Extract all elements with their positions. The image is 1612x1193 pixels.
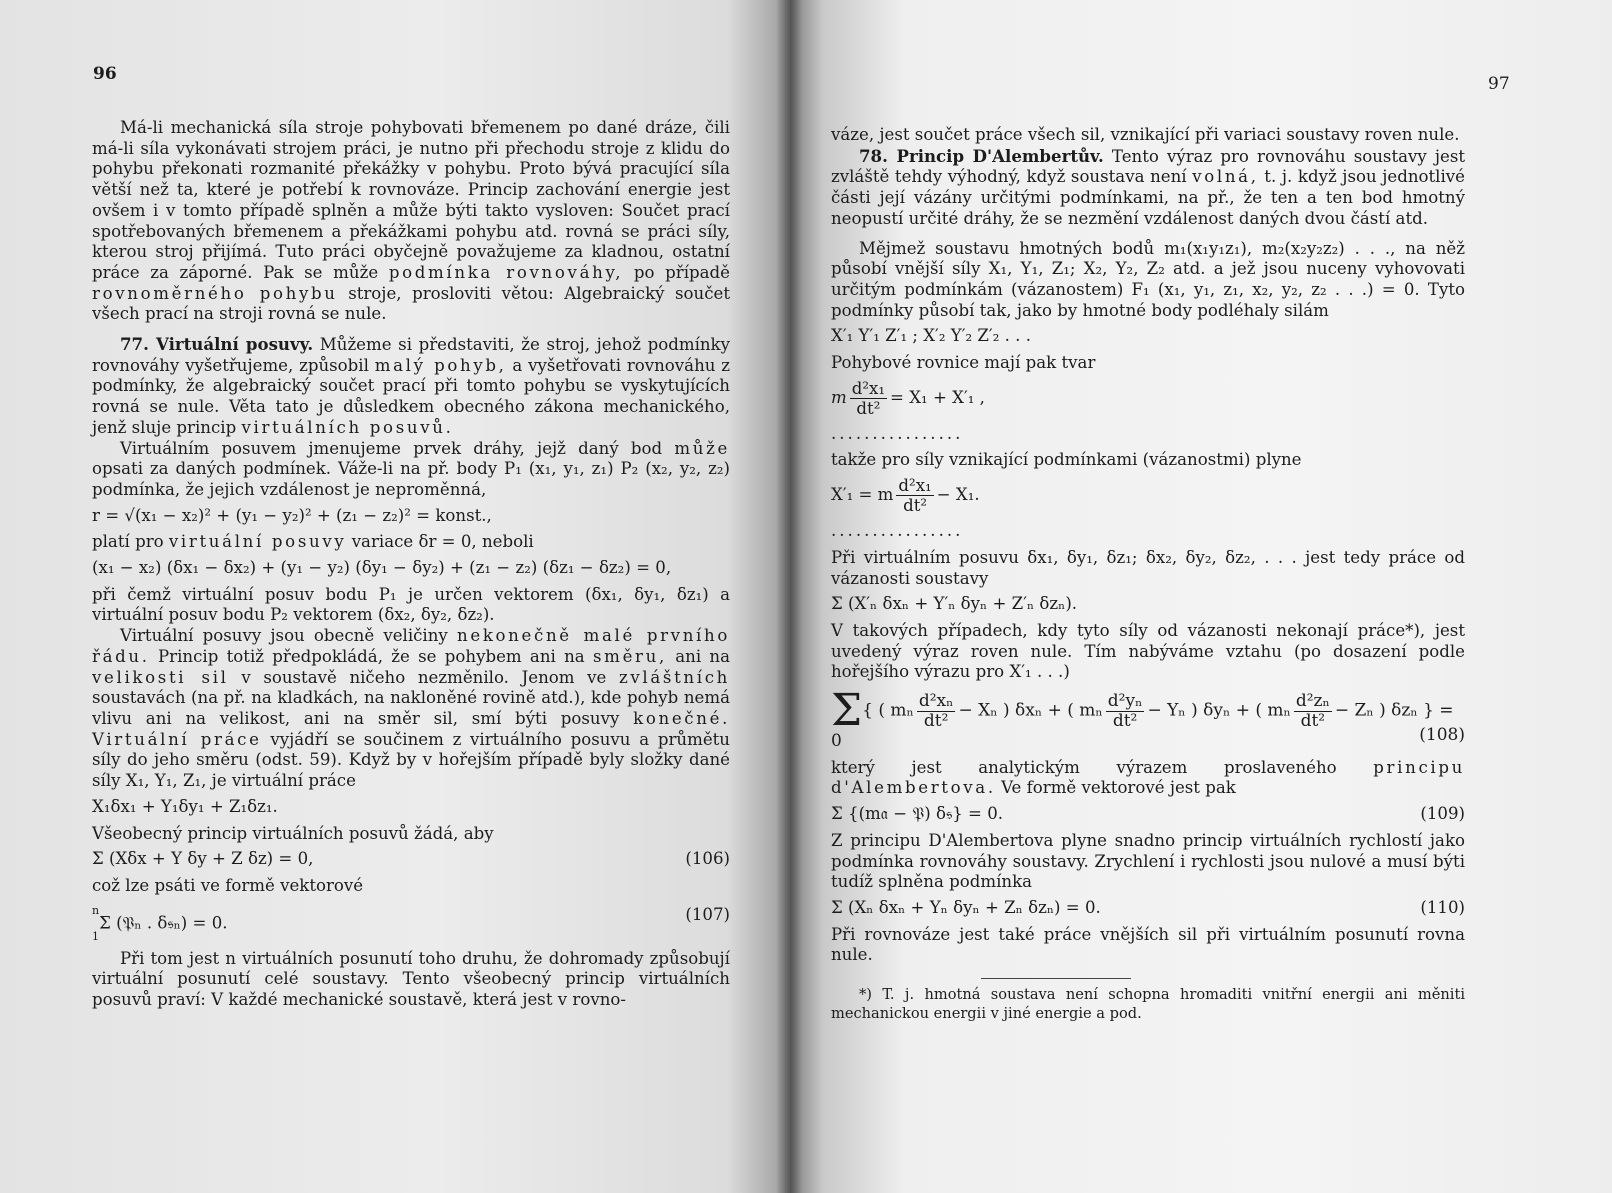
section-78: 78. Princip D'Alembertův. Tento výraz pro rovnováhu soustavy jest zvláště tehdy výhodný, když soustava není volná, t. j. když jsou jednotlivé části její vázány určitými podmínkami, na př., že ten a ten bod hmotný neopustí určité dráhy, že se nezmění vzdálenost daných dvou částí atd. (831, 145, 1465, 228)
paragraph: Mějmež soustavu hmotných bodů m₁(x₁y₁z₁), m₂(x₂y₂z₂) . . ., na něž působí vnější síly X₁, Y₁, Z₁; X₂, Y₂, Z₂ atd. a jež jsou nuceny vyhovovati určitým podmínkám (vázanostem) F₁ (x₁, y₁, z₁, x₂, y₂, z₂ . . .) = 0. Tyto podmínky působí tak, jako by hmotné body podléhaly silám (831, 238, 1465, 320)
book-gutter (776, 0, 802, 1193)
ellipsis-row: ................ (831, 521, 964, 541)
left-page-text (92, 118, 730, 1011)
equation-number: (107) (685, 904, 730, 924)
section-heading: 77. Virtuální posuvy. (120, 334, 314, 355)
page-number-right: 97 (1488, 74, 1510, 94)
equation-109: Σ {(m𝔞 − 𝔓) δ𝔰} = 0. (109) (831, 804, 1465, 824)
ellipsis-row: ................ (831, 423, 964, 443)
section-77: 77. Virtuální posuvy. Můžeme si představiti, že stroj, jehož podmínky rovnováhy vyšetřujeme, způsobil malý pohyb, a vyšetřovati rovnováhu z podmínky, že algebraický součet prací při tomto pohybu se vyskytujících rovná se nule. Věta tato je důsledkem obecného zákona mechanického, jenž sluje princip virtuálních posuvů. (92, 334, 730, 437)
paragraph: Má-li mechanická síla stroje pohybovati břemenem po dané dráze, čili má-li síla vykonávati strojem práci, je nutno při přechodu stroje z klidu do pohybu překonati rozmanité překážky v pohybu. Proto bývá pracující síla větší než ta, které je potřebí k rovnováze. Princip zachování energie jest ovšem i v tomto případě splněn a může býti takto vysloven: Součet prací spotřebovaných břemenem a překážkami pohybu atd. rovná se práci síly, kterou stroj přijímá. Tuto práci obyčejně považujeme za kladnou, ostatní práce za záporné. Pak se může podmínka rovnováhy, po případě rovnoměrného pohybu stroje, prosloviti větou: Algebraický součet všech prací na stroji rovná se nule. (92, 118, 731, 324)
left-page (0, 0, 790, 1193)
footnote: *) T. j. hmotná soustava není schopna hromaditi vnitřní energii ani měniti mechanickou energii v jiné energie a pod. (831, 986, 1465, 1023)
paragraph: Virtuální posuvy jsou obecně veličiny nekonečně malé prvního řádu. Princip totiž předpokládá, že se pohybem ani na směru, ani na velikosti sil v soustavě ničeho nezměnilo. Jenom ve zvláštních soustavách (na př. na kladkách, na nakloněné rovině atd.), kde pohyb nemá vlivu ani na velikost, ani na směr sil, smí býti posuvy konečné. Virtuální práce vyjádří se součinem z virtuálního posuvu a průmětu síly do jeho směru (odst. 59). Když by v hořejším případě byly složky dané síly X₁, Y₁, Z₁, je virtuální práce (92, 626, 731, 791)
paragraph: váze, jest součet práce všech sil, vznikající při variaci soustavy roven nule. (831, 125, 1460, 144)
paragraph: Všeobecný princip virtuálních posuvů žádá, aby (92, 823, 494, 843)
paragraph: takže pro síly vznikající podmínkami (vázanostmi) plyne (831, 450, 1302, 470)
paragraph: V takových případech, kdy tyto síly od vázanosti nekonají práce*), jest uvedený výraz roven nule. Tím nabýváme vztahu (po dosazení podle hořejšího výrazu pro X′₁ . . .) (831, 620, 1465, 682)
equation-number: (108) (1419, 725, 1465, 746)
right-page (790, 0, 1612, 1193)
paragraph: což lze psáti ve formě vektorové (92, 875, 364, 895)
equation-number: (110) (1420, 897, 1465, 917)
paragraph: při čemž virtuální posuv bodu P₁ je určen vektorem (δx₁, δy₁, δz₁) a virtuální posuv bodu P₂ vektorem (δx₂, δy₂, δz₂). (92, 584, 730, 625)
equation-constraint-force: X′₁ = m $\frac{\text{d²x₁}}{\text{dt²}}$ − X₁. (831, 476, 980, 516)
page-number-left: 96 (93, 64, 117, 84)
paragraph: platí pro virtuální posuvy variace δr = 0, neboli (92, 532, 534, 552)
paragraph: Z principu D'Alembertova plyne snadno princip virtuálních rychlostí jako podmínka rovnováhy soustavy. Zrychlení i rychlosti jsou nulové a musí býti tudíž splněna podmínka (831, 830, 1465, 892)
equation-variation: (x₁ − x₂) (δx₁ − δx₂) + (y₁ − y₂) (δy₁ − δy₂) + (z₁ − z₂) (δz₁ − δz₂) = 0, (92, 558, 672, 578)
paragraph: Pohybové rovnice mají pak tvar (831, 353, 1096, 373)
equation-constraint-work: Σ (X′ₙ δxₙ + Y′ₙ δyₙ + Z′ₙ δzₙ). (831, 594, 1078, 614)
equation-distance: r = √(x₁ − x₂)² + (y₁ − y₂)² + (z₁ − z₂)² = konst., (92, 505, 492, 525)
equation-virtual-work: X₁δx₁ + Y₁δy₁ + Z₁δz₁. (92, 796, 278, 816)
paragraph: který jest analytickým výrazem proslaveného principu d'Alembertova. Ve formě vektorové jest pak (831, 757, 1465, 798)
right-page-text (831, 125, 1465, 1023)
equation-107: n 1 Σ (𝔓ₙ . δ𝔰ₙ) = 0. (107) (92, 903, 730, 943)
paragraph: Při rovnováze jest také práce vnějších sil při virtuálním posunutí rovna nule. (831, 924, 1465, 965)
equation-constraint-forces: X′₁ Y′₁ Z′₁ ; X′₂ Y′₂ Z′₂ . . . (831, 326, 1032, 346)
equation-110: Σ (Xₙ δxₙ + Yₙ δyₙ + Zₙ δzₙ) = 0. (110) (831, 897, 1465, 917)
section-heading: 78. Princip D'Alembertův. (859, 145, 1104, 166)
equation-motion: m $\frac{\text{d²x₁}}{\text{dt²}}$ = X₁ + X′₁ , (831, 378, 985, 418)
paragraph: Virtuálním posuvem jmenujeme prvek dráhy, jejž daný bod může opsati za daných podmínek. Váže-li na př. body P₁ (x₁, y₁, z₁) P₂ (x₂, y₂, z₂) podmínka, že jejich vzdálenost je neproměnná, (92, 438, 730, 499)
paragraph: Při tom jest n virtuálních posunutí toho druhu, že dohromady způsobují virtuální posunutí celé soustavy. Tento všeobecný princip virtuálních posuvů praví: V každé mechanické soustavě, která jest v rovno- (92, 948, 730, 1010)
footnote-rule (981, 978, 1131, 979)
paragraph: Při virtuálním posuvu δx₁, δy₁, δz₁; δx₂, δy₂, δz₂, . . . jest tedy práce od vázanosti soustavy (831, 547, 1465, 588)
equation-108: Σ{ ( mₙ $\frac{\text{d²xₙ}}{\text{dt²}}$ − Xₙ ) δxₙ + ( mₙ $\frac{\text{d²yₙ}}{\text{dt²}}$ − Yₙ ) δyₙ + ( mₙ $\frac{\text{d²zₙ}}{\text{dt²}}$ − Zₙ ) δzₙ } = 0 (108) (831, 685, 1465, 752)
equation-number: (109) (1420, 804, 1465, 824)
equation-106: Σ (Xδx + Y δy + Z δz) = 0, (106) (92, 849, 730, 869)
equation-number: (106) (685, 849, 730, 869)
